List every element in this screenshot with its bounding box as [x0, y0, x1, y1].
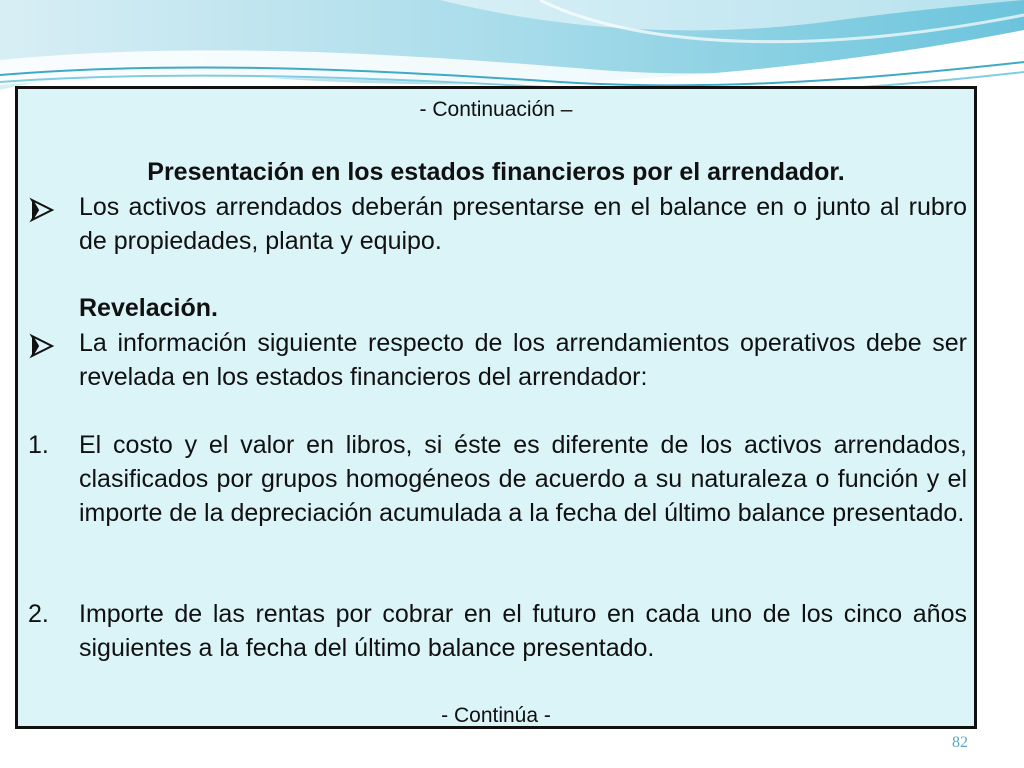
slide-title: Presentación en los estados financieros por el arrendador.: [147, 158, 845, 186]
continuation-top: - Continuación –: [419, 98, 573, 121]
content-box: [15, 86, 977, 729]
list-item-2: Importe de las rentas por cobrar en el futuro en cada uno de los cinco años siguientes a la fecha del último balance presentado.: [79, 600, 967, 662]
subheading-revelacion: Revelación.: [79, 294, 218, 322]
list-item-1: El costo y el valor en libros, si éste es diferente de los activos arrendados, clasificados por grupos homogéneos de acuerdo a su naturaleza o función y el importe de la depreciación acumulada a la fecha del último balance presentado.: [79, 431, 967, 527]
list-number-1: 1.: [28, 431, 49, 459]
bullet-text-1: Los activos arrendados deberán presentarse en el balance en o junto al rubro de propiedades, planta y equipo.: [79, 193, 967, 255]
bullet-text-2: La información siguiente respecto de los arrendamientos operativos debe ser revelada en los estados financieros del arrendador:: [79, 329, 967, 391]
arrow-bullet-icon: [28, 197, 56, 223]
continuation-bottom: - Continúa -: [441, 704, 551, 727]
page-number: 82: [952, 734, 968, 751]
list-number-2: 2.: [28, 600, 49, 628]
arrow-bullet-icon: [28, 333, 56, 359]
